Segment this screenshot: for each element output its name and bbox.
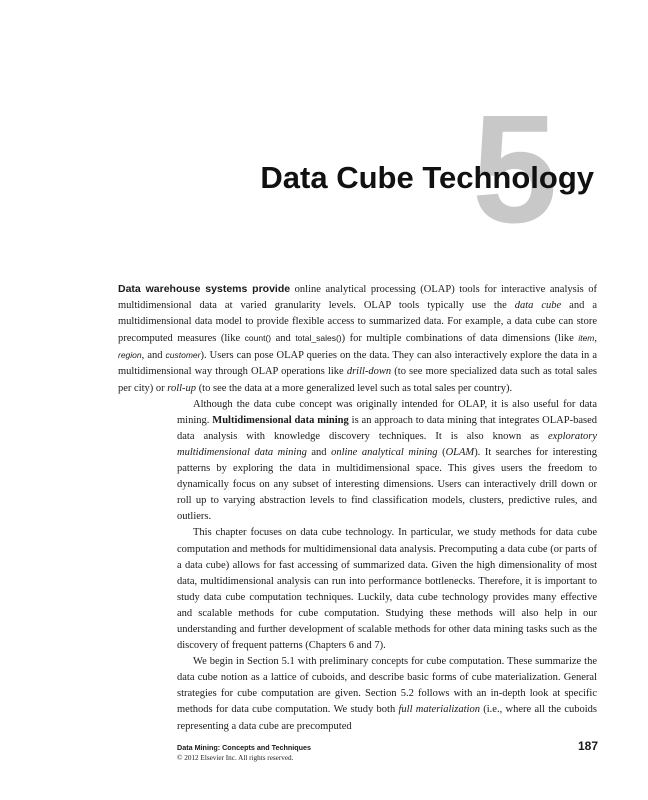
paragraph-4 xyxy=(177,654,597,734)
paragraph-2 xyxy=(177,397,597,526)
emphasis: exploratory multidimensional data mining xyxy=(177,430,597,458)
lead-in: Data warehouse systems provide xyxy=(118,283,291,295)
text: and a multidimensional data model to provide flexible access to summarized data. For example, a data cube can store precomputed measures (like xyxy=(118,300,597,345)
dimension-name: item xyxy=(578,333,595,344)
emphasis: full materialization xyxy=(398,704,480,716)
emphasis: OLAM xyxy=(445,446,475,458)
dimension-name: region xyxy=(118,350,142,361)
book-title: Data Mining: Concepts and Techniques xyxy=(177,743,312,752)
text: , and xyxy=(141,350,166,362)
emphasis: data cube xyxy=(514,300,562,312)
emphasis: drill-down xyxy=(346,366,392,378)
text: We begin in Section 5.1 with preliminary concepts for cube computation. These summarize the data cube notion as a lattice of cuboids, and describe basic forms of cube materialization. General strategies for cube computation are given. Section 5.2 follows with an in-depth look at specific methods for data cube computation. We study both xyxy=(177,656,597,716)
paragraph-1 xyxy=(118,281,597,397)
emphasis: online analytical mining xyxy=(331,446,438,458)
chapter-body xyxy=(118,281,598,735)
key-term: Multidimensional data mining xyxy=(212,414,349,426)
page-number: 187 xyxy=(577,739,598,753)
text: and xyxy=(306,446,332,458)
text: ) for multiple combinations of data dimensions (like xyxy=(341,333,579,345)
chapter-title: Data Cube Technology xyxy=(260,160,594,195)
text: is an approach to data mining that integrates OLAP-based data analysis with knowledge discovery techniques. It is also known as xyxy=(177,414,597,442)
text: , xyxy=(594,333,598,345)
text: Although the data cube concept was originally intended for OLAP, it is also useful for data mining. xyxy=(177,398,597,426)
dimension-name: customer xyxy=(165,350,201,361)
paragraph-3: This chapter focuses on data cube technology. In particular, we study methods for data cube computation and methods for multidimensional data analysis. Precomputing a data cube (or parts of a data cube) allows for fast accessing of summarized data. Given the high dimensionality of most data, multidimensional analysis can run into performance bottlenecks. Therefore, it is important to study data cube computation techniques. Luckily, data cube technology provides many effective and scalable methods for cube computation. Studying these methods will also help in our understanding and further development of scalable methods for other data mining tasks such as the discovery of frequent patterns (Chapters 6 and 7). xyxy=(177,527,597,652)
emphasis: roll-up xyxy=(167,382,197,394)
chapter-number: 5 xyxy=(472,83,558,255)
text: ( xyxy=(437,446,446,458)
text: ). Users can pose OLAP queries on the data. They can also interactively explore the data in a multidimensional way through OLAP operations like xyxy=(118,350,597,378)
text: (to see more specialized data such as total sales per city) or xyxy=(118,366,597,394)
text: online analytical processing (OLAP) tools for interactive analysis of multidimensional data at varied granularity levels. OLAP tools typically use the xyxy=(118,284,597,312)
text: and xyxy=(271,333,296,345)
text: (to see the data at a more generalized level such as total sales per country). xyxy=(196,382,513,394)
text: (i.e., where all the cuboids representing a data cube are precomputed xyxy=(177,704,598,732)
footer xyxy=(177,743,311,763)
text: ). It searches for interesting patterns by exploring the data in multidimensional space. This gives users the freedom to dynamically focus on any subset of interesting dimensions. Users can interactively drill down or roll up to varying abstraction levels to find classification models, clusters, predictive rules, and outliers. xyxy=(177,446,597,523)
copyright: © 2012 Elsevier Inc. All rights reserved. xyxy=(177,754,294,762)
function-name: total_sales() xyxy=(295,333,342,344)
function-name: count() xyxy=(244,333,272,344)
